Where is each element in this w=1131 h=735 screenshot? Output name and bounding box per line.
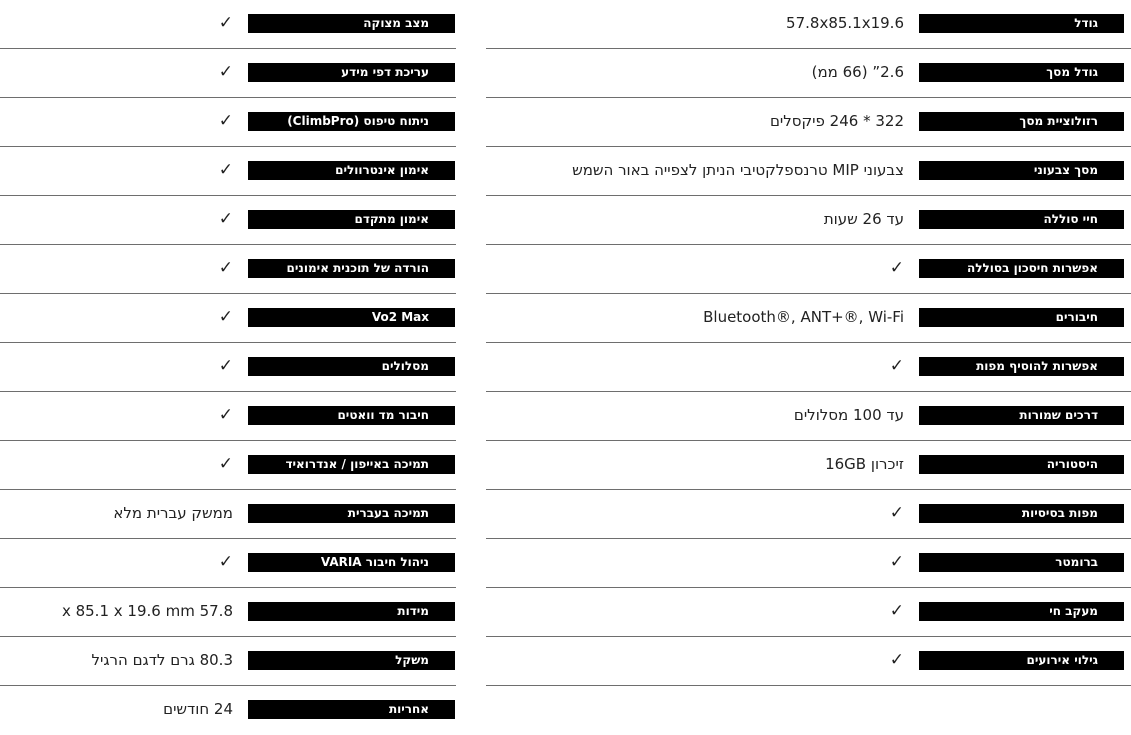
spec-label: תמיכה בעברית [248, 504, 455, 523]
spec-label: גודל מסך [919, 63, 1124, 82]
spec-label: הורדה של תוכנית אימונים [248, 259, 455, 278]
spec-row [486, 0, 1131, 49]
spec-row [0, 343, 456, 392]
spec-row [0, 245, 456, 294]
check-icon: ✓ [218, 111, 233, 131]
spec-row [0, 196, 456, 245]
check-icon: ✓ [889, 552, 904, 572]
check-icon: ✓ [218, 454, 233, 474]
spec-row [0, 294, 456, 343]
specs-column-left [0, 0, 456, 735]
spec-row [0, 637, 456, 686]
spec-label: עריכת דפי מידע [248, 63, 455, 82]
spec-label: גילוי אירועים [919, 651, 1124, 670]
spec-label: ניהול חיבור VARIA [248, 553, 455, 572]
spec-label: מידות [248, 602, 455, 621]
spec-label: אפשרות חיסכון בסוללה [919, 259, 1124, 278]
spec-row [486, 588, 1131, 637]
spec-row [486, 441, 1131, 490]
check-icon: ✓ [218, 405, 233, 425]
check-icon: ✓ [218, 258, 233, 278]
spec-value: 322 * 246 פיקסלים [769, 112, 904, 130]
spec-value: עד 100 מסלולים [793, 406, 904, 424]
spec-label: מפות בסיסיות [919, 504, 1124, 523]
spec-label: חיבור מד וואטים [248, 406, 455, 425]
spec-value: 2.6” (66 ממ) [811, 63, 904, 81]
check-icon: ✓ [889, 503, 904, 523]
spec-row [486, 49, 1131, 98]
check-icon: ✓ [889, 356, 904, 376]
spec-label: אימון אינטרוולים [248, 161, 455, 180]
spec-row [0, 588, 456, 637]
spec-value: עד 26 שעות [823, 210, 904, 228]
spec-row [0, 441, 456, 490]
check-icon: ✓ [218, 62, 233, 82]
spec-row [486, 539, 1131, 588]
spec-label: גודל [919, 14, 1124, 33]
check-icon: ✓ [889, 601, 904, 621]
spec-row [486, 343, 1131, 392]
check-icon: ✓ [218, 552, 233, 572]
spec-row [486, 196, 1131, 245]
spec-label: אחריות [248, 700, 455, 719]
spec-label: Vo2 Max [248, 308, 455, 327]
spec-row [0, 490, 456, 539]
spec-label: מעקב חי [919, 602, 1124, 621]
spec-row [486, 490, 1131, 539]
spec-row [0, 392, 456, 441]
spec-label: מסלולים [248, 357, 455, 376]
spec-value: צבעוני MIP טרנספלקטיבי הניתן לצפייה באור השמש [572, 161, 904, 179]
check-icon: ✓ [218, 209, 233, 229]
spec-label: ברומטר [919, 553, 1124, 572]
spec-label: מצב מצוקה [248, 14, 455, 33]
check-icon: ✓ [218, 356, 233, 376]
spec-row [0, 539, 456, 588]
spec-value: 57.8x85.1x19.6 [786, 14, 904, 32]
specs-column-right [486, 0, 1131, 686]
spec-label: חיבורים [919, 308, 1124, 327]
spec-label: משקל [248, 651, 455, 670]
spec-row [486, 637, 1131, 686]
spec-row [0, 98, 456, 147]
check-icon: ✓ [889, 258, 904, 278]
spec-value: 57.8 x 85.1 x 19.6 mm [61, 602, 233, 620]
spec-value: 24 חודשים [163, 700, 233, 718]
spec-label: תמיכה באייפון / אנדרואיד [248, 455, 455, 474]
spec-row [486, 98, 1131, 147]
spec-label: מסך צבעוני [919, 161, 1124, 180]
spec-row [486, 294, 1131, 343]
spec-value: 80.3 גרם לדגם הרגיל [91, 651, 233, 669]
spec-label: רזולוציית מסך [919, 112, 1124, 131]
spec-label: דרכים שמורות [919, 406, 1124, 425]
check-icon: ✓ [218, 160, 233, 180]
spec-row [0, 49, 456, 98]
spec-label: ניתוח טיפוס (ClimbPro) [248, 112, 455, 131]
spec-row [0, 147, 456, 196]
spec-row [486, 392, 1131, 441]
spec-row [486, 147, 1131, 196]
spec-value: זיכרון 16GB [825, 455, 904, 473]
spec-value: ממשק עברית מלא [113, 504, 233, 522]
spec-row [0, 0, 456, 49]
check-icon: ✓ [889, 650, 904, 670]
spec-label: אפשרות להוסיף מפות [919, 357, 1124, 376]
spec-label: היסטוריה [919, 455, 1124, 474]
spec-row [486, 245, 1131, 294]
spec-label: חיי סוללה [919, 210, 1124, 229]
spec-label: אימון מתקדם [248, 210, 455, 229]
spec-value: Bluetooth®, ANT+®, Wi-Fi [703, 308, 904, 326]
check-icon: ✓ [218, 307, 233, 327]
check-icon: ✓ [218, 13, 233, 33]
